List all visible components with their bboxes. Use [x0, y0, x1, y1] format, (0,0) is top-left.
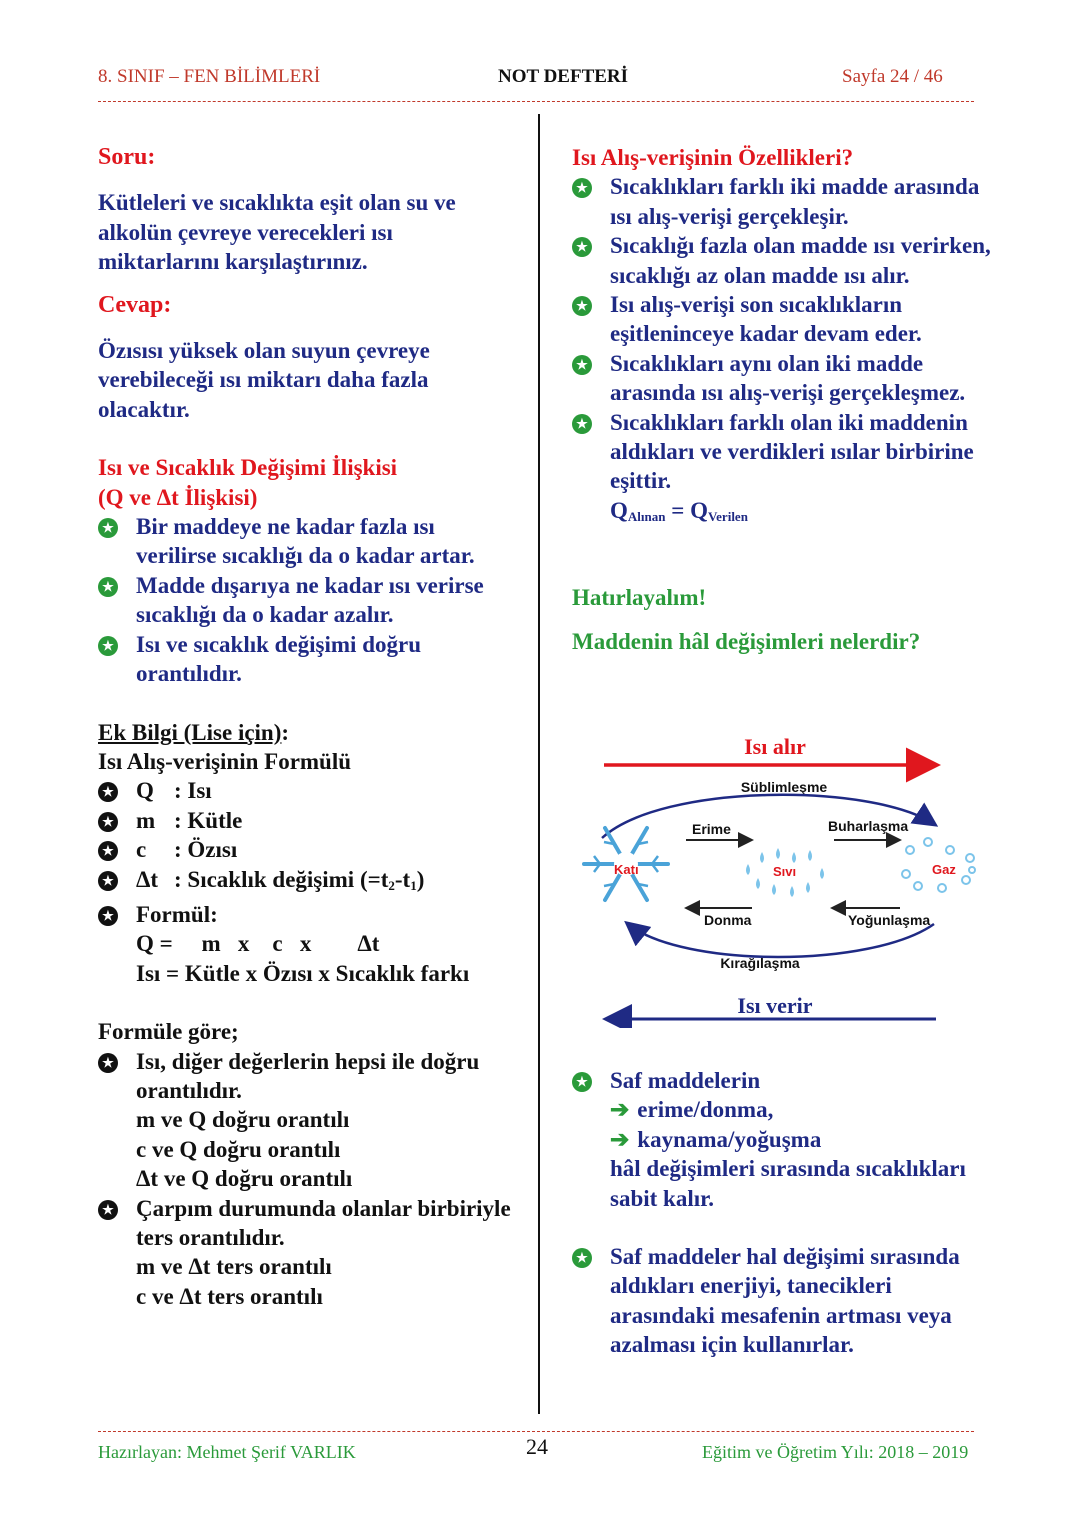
q-equation: $Q_{Alınan} = Q_{Verilen}$ [610, 497, 748, 524]
header-page: Sayfa 24 / 46 [842, 66, 943, 87]
list-item: ★ Sıcaklıkları farklı iki madde arasında ısı alış-verişi gerçekleşir. [572, 172, 992, 231]
column-divider [538, 114, 540, 1414]
page-number: 24 [526, 1434, 548, 1459]
star-icon: ★ [572, 1072, 592, 1092]
heat-in-label: Isı alır [744, 734, 806, 759]
remember-title: Hatırlayalım! [572, 585, 707, 611]
pure-substances-section [572, 1066, 992, 1360]
remember-question: Maddenin hâl değişimleri nelerdir? [572, 628, 921, 654]
list-item: ★ Isı alış-verişi son sıcaklıkların eşitleninceye kadar devam eder. [572, 290, 992, 349]
star-icon: ★ [98, 636, 118, 656]
arrow-item: ➔ kaynama/yoğuşma [610, 1126, 822, 1152]
star-icon: ★ [98, 577, 118, 597]
star-icon: ★ [98, 906, 118, 926]
star-icon: ★ [98, 782, 118, 802]
list-item: ★ Çarpım durumunda olanlar birbiriyle ters orantılıdır. [98, 1194, 518, 1253]
arrow-right-icon: ➔ [610, 1126, 630, 1152]
list-item: ★ Isı, diğer değerlerin hepsi ile doğru orantılıdır. [98, 1047, 518, 1106]
pure-item1-end: hâl değişimleri sırasında sıcaklıkları sabit kalır. [610, 1156, 966, 1211]
relation-title: Isı ve Sıcaklık Değişimi İlişkisi [98, 455, 398, 481]
star-icon: ★ [572, 414, 592, 434]
according-line: Δt ve Q doğru orantılı [136, 1166, 353, 1192]
arrow-right-icon: ➔ [610, 1097, 630, 1123]
list-item: ★ Sıcaklıkları aynı olan iki madde arasında ısı alış-verişi gerçekleşmez. [572, 349, 992, 408]
star-icon: ★ [98, 1053, 118, 1073]
list-item: ★ Bir maddeye ne kadar fazla ısı verilirse sıcaklığı da o kadar artar. [98, 512, 518, 571]
according-line: c ve Q doğru orantılı [136, 1136, 341, 1162]
star-icon: ★ [572, 237, 592, 257]
header-title: NOT DEFTERİ [498, 66, 629, 87]
list-item: ★ Sıcaklıkları farklı olan iki maddenin aldıkları ve verdikleri ısılar birbirine eşittir. [572, 408, 992, 496]
list-item: ★ Saf maddelerin [572, 1066, 992, 1095]
phase-diagram-svg [572, 728, 982, 1028]
left-column [98, 143, 518, 1311]
star-icon: ★ [572, 178, 592, 198]
arrow-item: ➔ erime/donma, [610, 1097, 774, 1123]
star-icon: ★ [98, 812, 118, 832]
formula-line: Q = m x c x Δt [136, 931, 380, 957]
footer-author: Hazırlayan: Mehmet Şerif VARLIK [98, 1442, 356, 1462]
list-item: ★ Q : Isı [98, 776, 518, 805]
solid-label: Katı [614, 862, 639, 877]
formula-words: Isı = Kütle x Özısı x Sıcaklık farkı [136, 960, 470, 986]
list-item: ★ Madde dışarıya ne kadar ısı verirse sıcaklığı da o kadar azalır. [98, 571, 518, 630]
star-icon: ★ [572, 296, 592, 316]
sublimation-label: Süblimleşme [740, 779, 828, 795]
features-title: Isı Alış-verişinin Özellikleri? [572, 145, 854, 170]
answer-text: Özısısı yüksek olan suyun çevreye verebileceği ısı miktarı daha fazla olacaktır. [98, 338, 430, 422]
according-line: m ve Δt ters orantılı [136, 1254, 332, 1280]
heat-out-label: Isı verir [737, 993, 813, 1018]
header-divider [98, 101, 974, 102]
footer-divider [98, 1431, 974, 1432]
star-icon: ★ [98, 841, 118, 861]
deposition-label: Kırağılaşma [720, 955, 800, 971]
right-column [572, 143, 992, 656]
relation-subtitle: (Q ve Δt İlişkisi) [98, 484, 258, 510]
ek-bilgi-title: Ek Bilgi (Lise için): [98, 719, 290, 745]
according-line: c ve Δt ters orantılı [136, 1283, 323, 1309]
liquid-label: Sıvı [773, 864, 797, 879]
list-item: ★ Isı ve sıcaklık değişimi doğru orantılıdır. [98, 630, 518, 689]
star-icon: ★ [98, 518, 118, 538]
header-left: 8. SINIF – FEN BİLİMLERİ [98, 66, 321, 87]
question-text: Kütleleri ve sıcaklıkta eşit olan su ve alkolün çevreye verecekleri ısı miktarlarını karşılaştırınız. [98, 190, 456, 275]
formula-title: Isı Alış-verişinin Formülü [98, 748, 352, 774]
phase-change-diagram [572, 728, 982, 1033]
deposition-arrow [628, 924, 934, 957]
according-line: m ve Q doğru orantılı [136, 1107, 350, 1133]
answer-title: Cevap: [98, 291, 172, 318]
evaporation-label: Buharlaşma [828, 818, 909, 834]
list-item: ★ m : Kütle [98, 806, 518, 835]
star-icon: ★ [572, 355, 592, 375]
list-item: ★ Saf maddeler hal değişimi sırasında aldıkları enerjiyi, tanecikleri arasındaki mesafenin artması veya azalması için kullanırlar. [572, 1242, 992, 1360]
according-title: Formüle göre; [98, 1019, 239, 1045]
star-icon: ★ [98, 1200, 118, 1220]
condensation-label: Yoğunlaşma [848, 912, 931, 928]
freezing-label: Donma [704, 912, 752, 928]
list-item: ★ c : Özısı [98, 835, 518, 864]
list-item: ★ Δt : Sıcaklık değişimi $(=t_2-t_1)$ [98, 865, 518, 900]
gas-label: Gaz [932, 862, 956, 877]
melting-label: Erime [692, 821, 731, 837]
footer-year: Eğitim ve Öğretim Yılı: 2018 – 2019 [702, 1442, 969, 1462]
star-icon: ★ [572, 1248, 592, 1268]
star-icon: ★ [98, 871, 118, 891]
list-item: ★ Formül: [98, 900, 518, 929]
question-title: Soru: [98, 144, 156, 170]
list-item: ★ Sıcaklığı fazla olan madde ısı verirken, sıcaklığı az olan madde ısı alır. [572, 231, 992, 290]
